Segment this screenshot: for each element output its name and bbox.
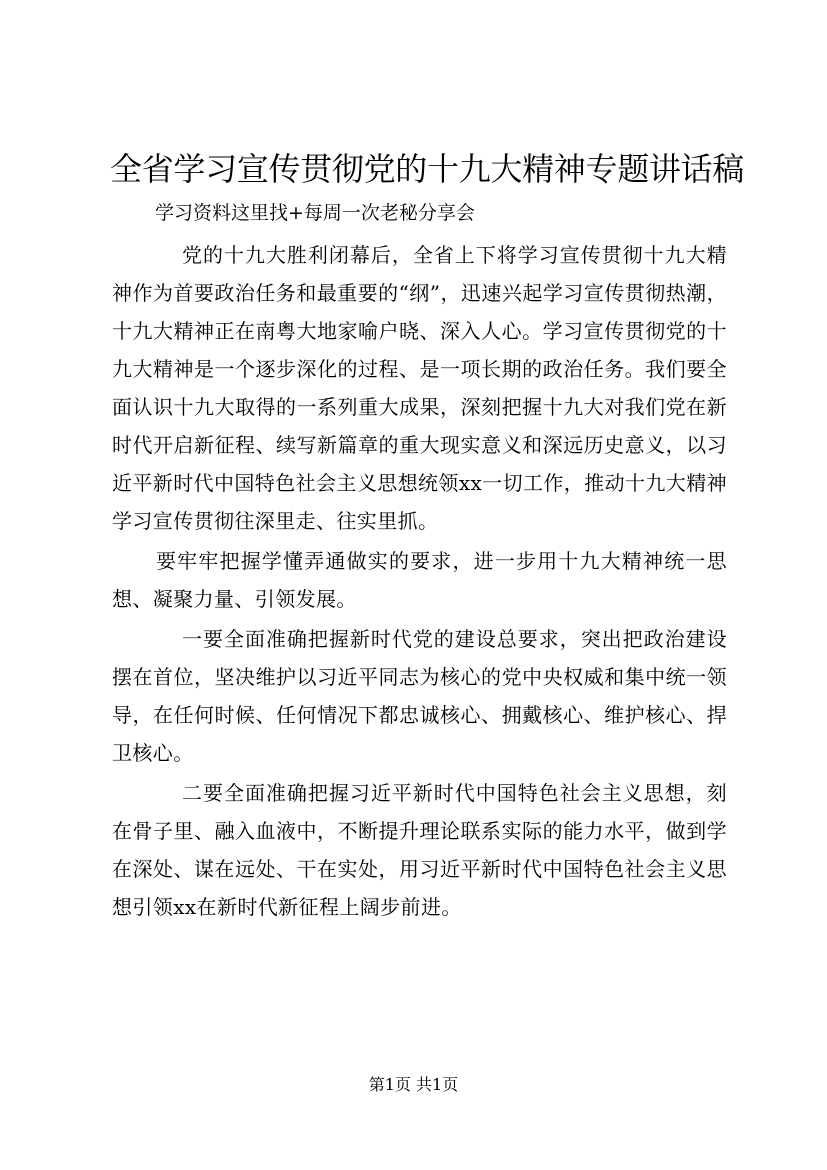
- document-title: 全省学习宣传贯彻党的十九大精神专题讲话稿: [110, 150, 745, 188]
- paragraph-2: 要牢牢把握学懂弄通做实的要求，进一步用十九大精神统一思想、凝聚力量、引领发展。: [112, 549, 727, 611]
- paragraph-4: 二要全面准确把握习近平新时代中国特色社会主义思想，刻在骨子里、融入血液中，不断提升理论联系实际的能力水平，做到学在深处、谋在远处、干在实处，用习近平新时代中国特色社会主义思想引领xx在新时代新征程上阔步前进。: [112, 781, 727, 919]
- document-body: [112, 236, 727, 928]
- paragraph-3: 一要全面准确把握新时代党的建设总要求，突出把政治建设摆在首位，坚决维护以习近平同志为核心的党中央权威和集中统一领导，在任何时候、任何情况下都忠诚核心、拥戴核心、维护核心、捍卫核心。: [112, 627, 727, 765]
- paragraph-1: 党的十九大胜利闭幕后，全省上下将学习宣传贯彻十九大精神作为首要政治任务和最重要的“纲”，迅速兴起学习宣传贯彻热潮，十九大精神正在南粤大地家喻户晓、深入人心。学习宣传贯彻党的十九大精神是一个逐步深化的过程、是一项长期的政治任务。我们要全面认识十九大取得的一系列重大成果，深刻把握十九大对我们党在新时代开启新征程、续写新篇章的重大现实意义和深远历史意义，以习近平新时代中国特色社会主义思想统领xx一切工作，推动十九大精神学习宣传贯彻往深里走、往实里抓。: [112, 243, 727, 533]
- document-subtitle: 学习资料这里找+每周一次老秘分享会: [155, 202, 475, 224]
- page-footer: 第1页 共1页: [368, 1075, 459, 1094]
